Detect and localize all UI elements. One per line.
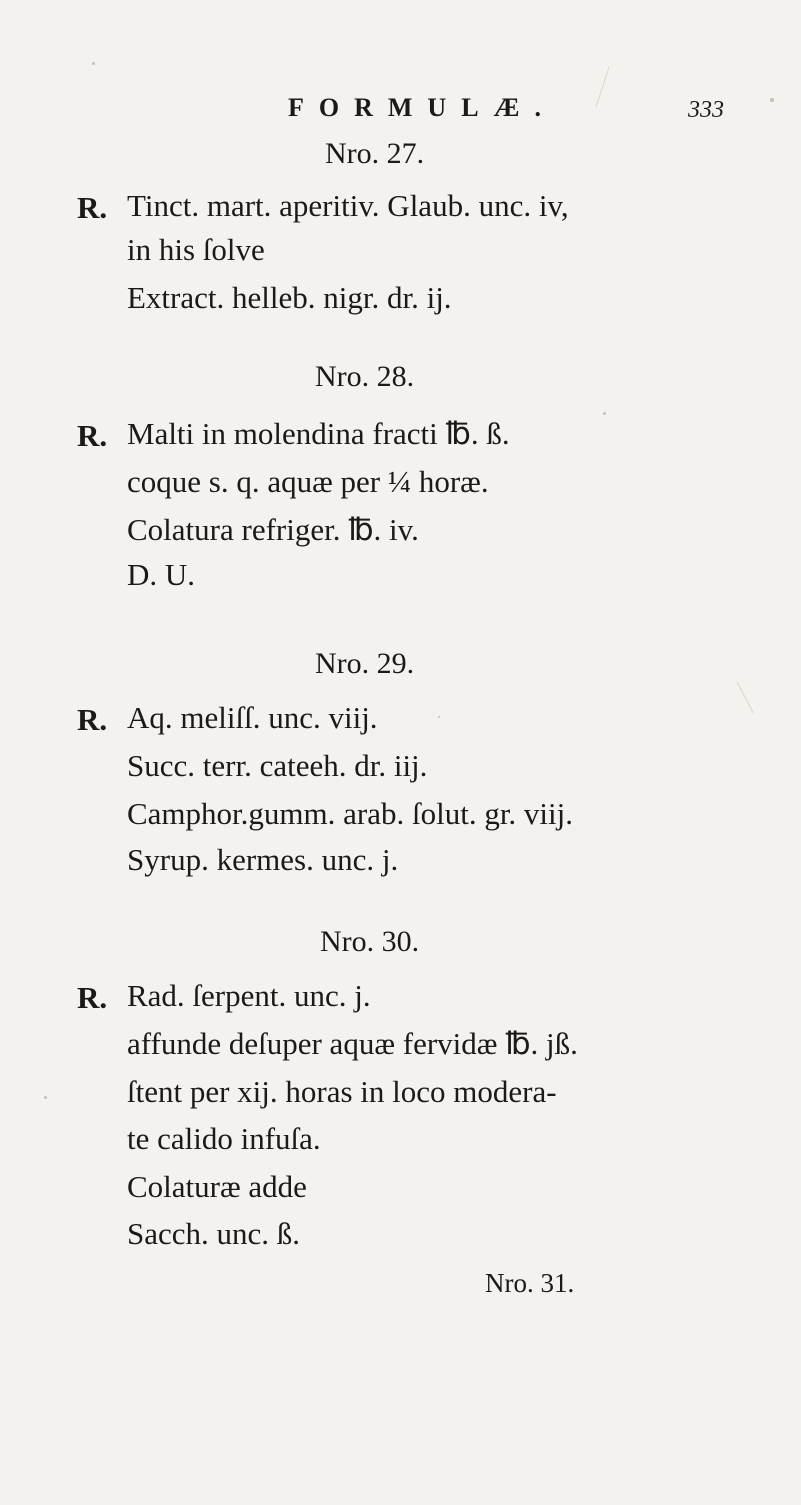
- entry-number: Nro. 29.: [315, 647, 415, 680]
- paper-speck: [92, 62, 95, 65]
- recipe-line: te calido infuſa.: [127, 1121, 321, 1156]
- recipe-line: Camphor.gumm. arab. ſolut. gr. viij.: [127, 796, 574, 831]
- recipe-line: ſtent per xij. horas in loco modera-: [127, 1074, 557, 1109]
- recipe-line: Succ. terr. cateeh. dr. iij.: [127, 748, 428, 783]
- recipe-symbol: R.: [77, 190, 108, 225]
- page-number: 333: [688, 97, 724, 123]
- catchword: Nro. 31.: [485, 1268, 575, 1298]
- paper-speck: [603, 412, 606, 415]
- recipe-symbol: R.: [77, 980, 108, 1015]
- recipe-line: in his ſolve: [127, 232, 265, 267]
- recipe-line: Syrup. kermes. unc. j.: [127, 842, 399, 877]
- paper-scratch: [596, 67, 610, 107]
- paper-speck: [438, 716, 440, 718]
- recipe-line: Colatura refriger. ℔. iv.: [127, 512, 419, 547]
- recipe-line: coque s. q. aquæ per ¼ horæ.: [127, 464, 489, 499]
- paper-scratch: [737, 682, 755, 714]
- recipe-line: Colaturæ adde: [127, 1169, 307, 1204]
- recipe-symbol: R.: [77, 418, 108, 453]
- recipe-line: D. U.: [127, 557, 196, 592]
- running-head: FORMULÆ.: [288, 93, 557, 122]
- recipe-line: Sacch. unc. ß.: [127, 1216, 301, 1251]
- recipe-symbol: R.: [77, 702, 108, 737]
- recipe-line: Tinct. mart. aperitiv. Glaub. unc. iv,: [127, 188, 569, 223]
- recipe-line: Aq. meliſſ. unc. viij.: [127, 700, 378, 735]
- paper-speck: [770, 98, 774, 102]
- entry-number: Nro. 28.: [315, 360, 415, 393]
- entry-number: Nro. 30.: [320, 925, 420, 958]
- recipe-line: Malti in molendina fracti ℔. ß.: [127, 416, 510, 451]
- recipe-line: Extract. helleb. nigr. dr. ij.: [127, 280, 452, 315]
- paper-speck: [44, 1096, 47, 1099]
- recipe-line: affunde deſuper aquæ fervidæ ℔. jß.: [127, 1026, 578, 1061]
- entry-number: Nro. 27.: [325, 137, 425, 170]
- recipe-line: Rad. ſerpent. unc. j.: [127, 978, 371, 1013]
